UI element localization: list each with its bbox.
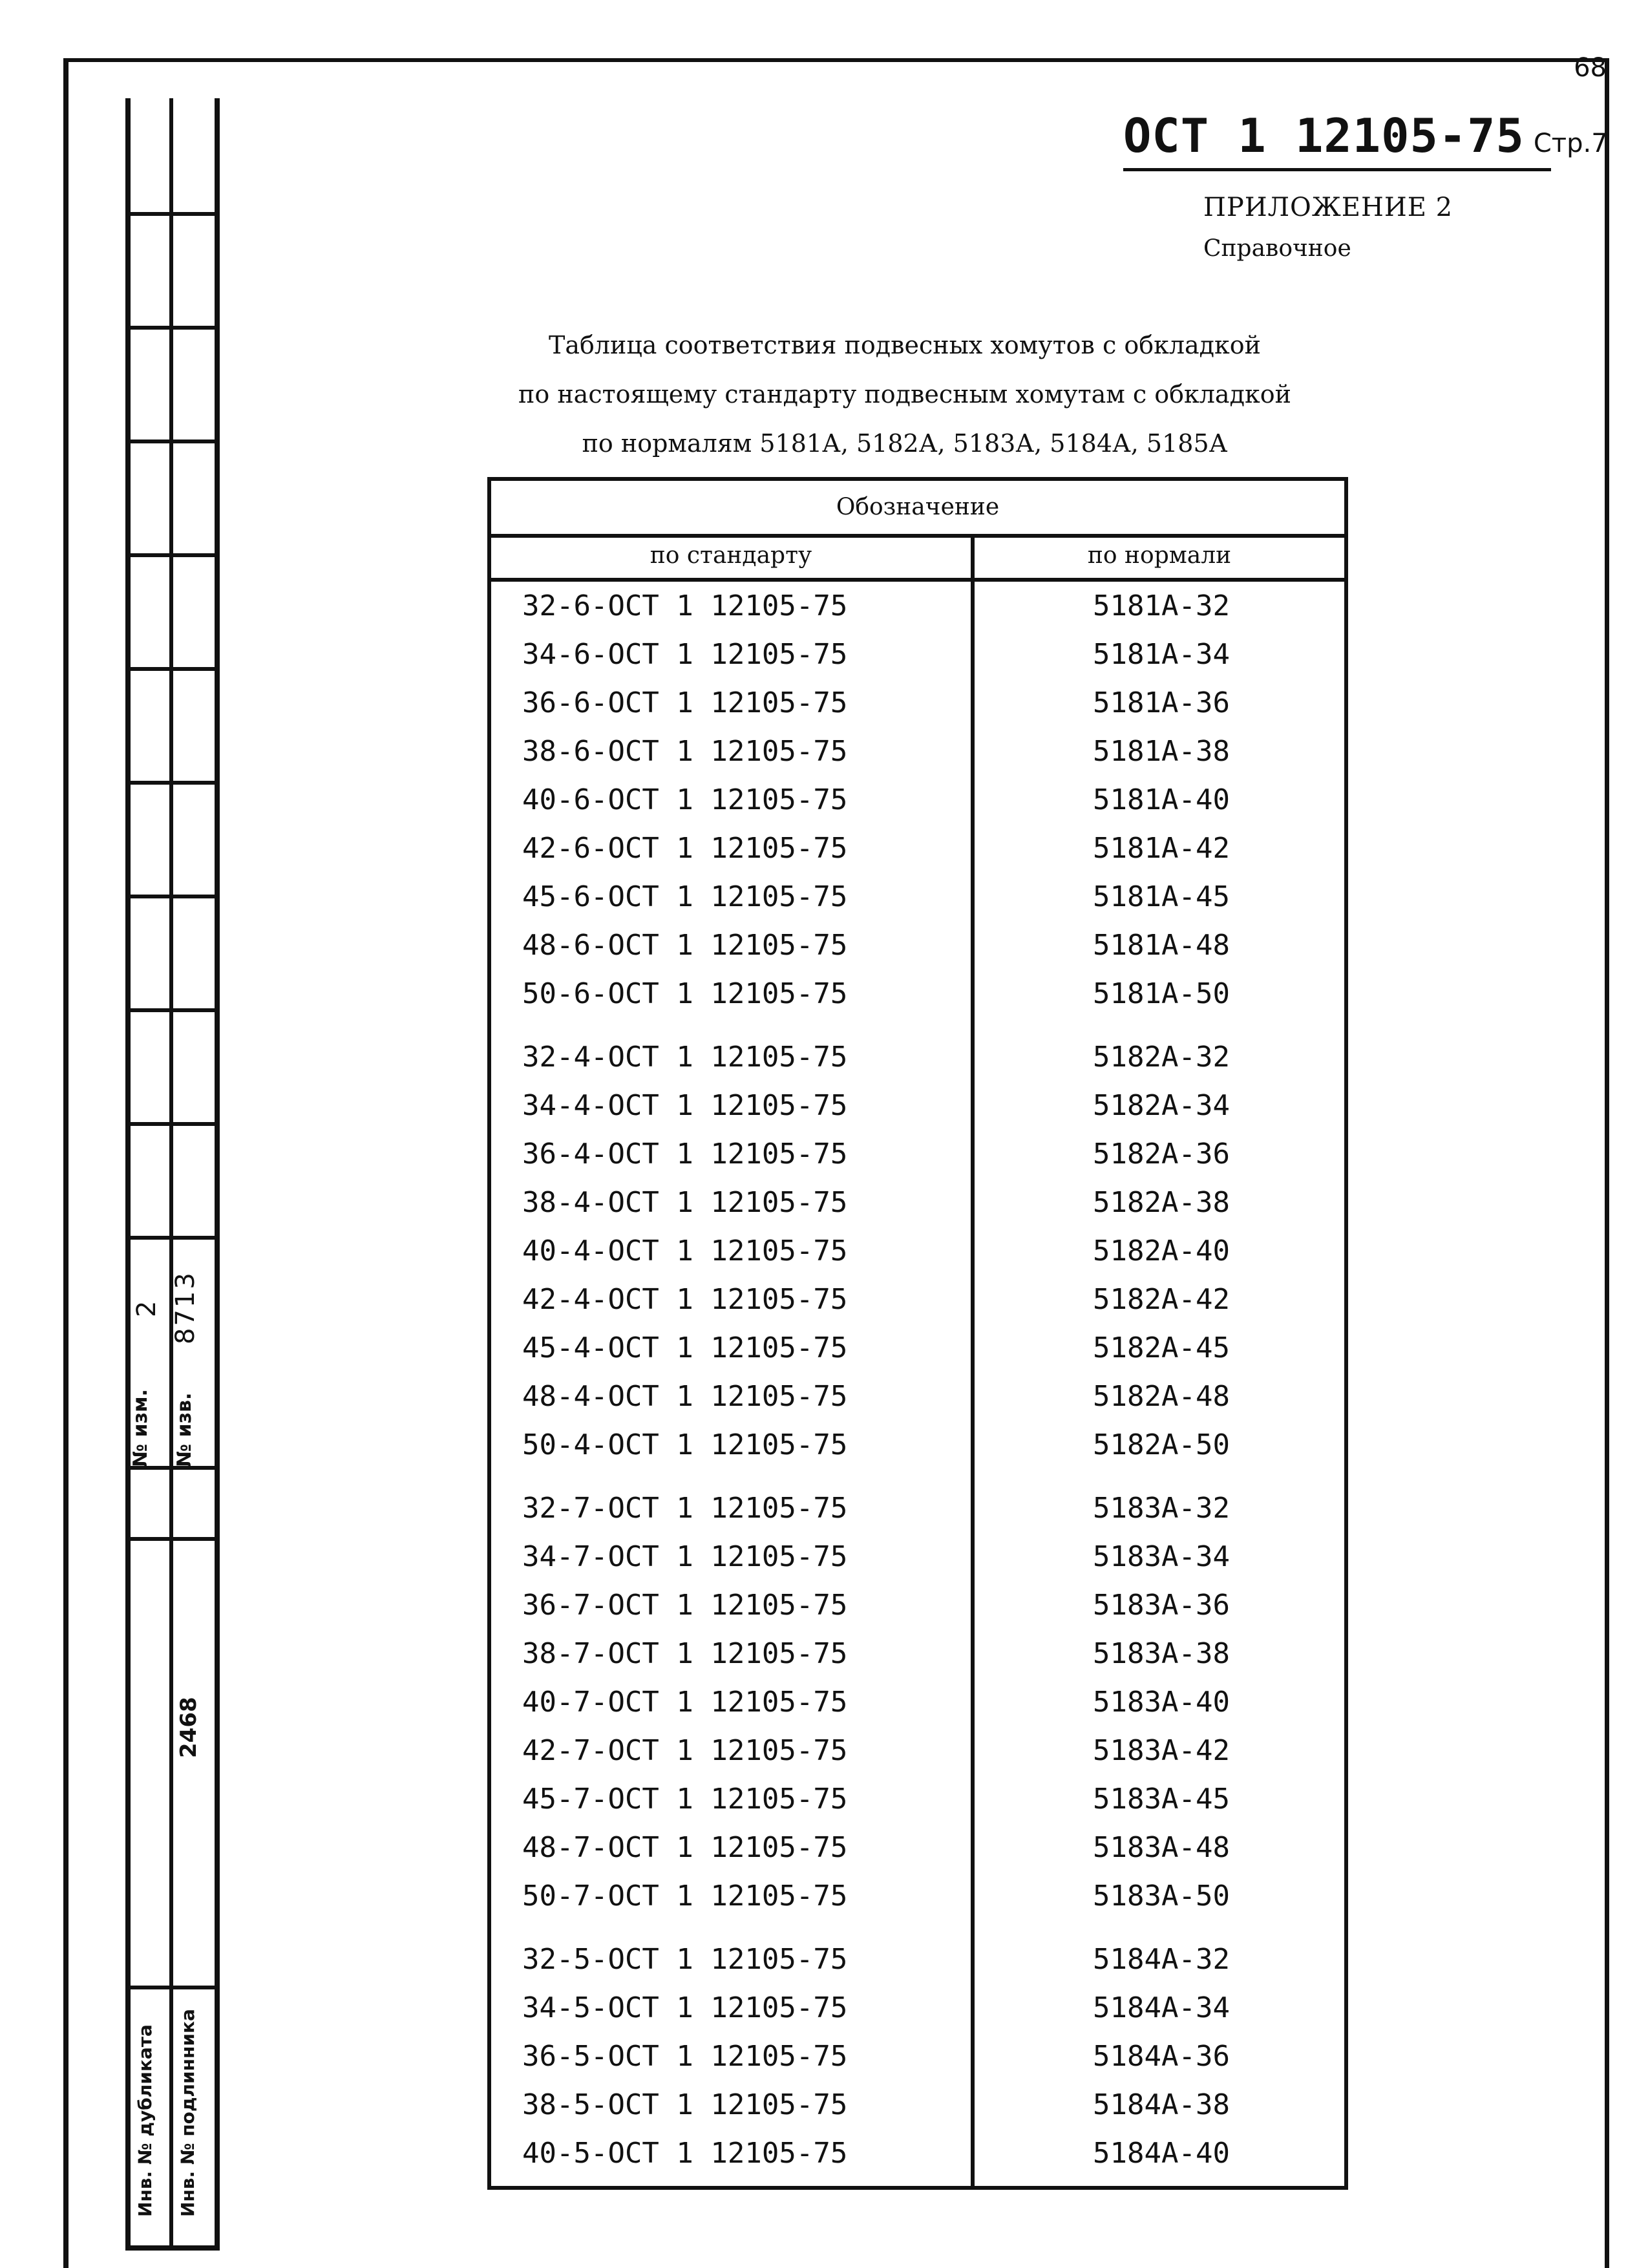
- table-row: [491, 1581, 1344, 1629]
- table-row: [491, 1532, 1344, 1581]
- stamp-change-label: № изм.: [129, 1389, 152, 1467]
- norm-designation: 5183А-34: [1093, 1540, 1230, 1573]
- stamp-cell-line: [131, 1986, 215, 1989]
- stamp-cell-line: [131, 667, 215, 671]
- table-row: [491, 1324, 1344, 1372]
- standard-designation: 34-4-ОСТ 1 12105-75: [522, 1089, 848, 1122]
- norm-designation: 5182А-38: [1093, 1186, 1230, 1219]
- norm-designation: 5183А-38: [1093, 1637, 1230, 1670]
- stamp-cell-line: [131, 1122, 215, 1126]
- column-header-norm: по нормали: [975, 534, 1344, 582]
- table-row: [491, 1775, 1344, 1823]
- norm-designation: 5182А-40: [1093, 1235, 1230, 1267]
- table-row: [491, 1629, 1344, 1678]
- table-row: [491, 1372, 1344, 1421]
- standard-designation: 38-6-ОСТ 1 12105-75: [522, 735, 848, 768]
- norm-designation: 5182А-42: [1093, 1283, 1230, 1316]
- standard-designation: 42-4-ОСТ 1 12105-75: [522, 1283, 848, 1316]
- table-row: [491, 1726, 1344, 1775]
- norm-designation: 5184А-34: [1093, 1991, 1230, 2024]
- document-code-text: ОСТ 1 12105-75: [1123, 109, 1525, 163]
- table-row: [491, 1872, 1344, 1920]
- stamp-cell-line: [131, 895, 215, 898]
- stamp-columns: [125, 98, 220, 2251]
- norm-designation: 5183А-48: [1093, 1831, 1230, 1864]
- table-row: [491, 1421, 1344, 1469]
- norm-designation: 5183А-42: [1093, 1734, 1230, 1767]
- norm-designation: 5181А-45: [1093, 880, 1230, 913]
- norm-designation: 5181А-40: [1093, 783, 1230, 816]
- table-title-line-2: по настоящему стандарту подвесным хомутам с обкладкой: [518, 380, 1291, 408]
- standard-designation: 36-5-ОСТ 1 12105-75: [522, 2040, 848, 2073]
- norm-designation: 5184А-36: [1093, 2040, 1230, 2073]
- stamp-notice-label: № изв.: [173, 1392, 196, 1467]
- table-row: [491, 727, 1344, 776]
- page-label: Стр.7: [1533, 129, 1608, 158]
- table-header-designation: Обозначение: [491, 481, 1344, 538]
- standard-designation: 34-7-ОСТ 1 12105-75: [522, 1540, 848, 1573]
- stamp-notice-value: 8713: [171, 1271, 200, 1344]
- stamp-cell-line: [131, 1537, 215, 1541]
- appendix-type: Справочное: [1203, 235, 1351, 262]
- stamp-cell-line: [131, 440, 215, 443]
- table-row: [491, 1033, 1344, 1081]
- standard-designation: 34-5-ОСТ 1 12105-75: [522, 1991, 848, 2024]
- norm-designation: 5183А-36: [1093, 1589, 1230, 1622]
- table-row: [491, 824, 1344, 873]
- standard-designation: 45-4-ОСТ 1 12105-75: [522, 1331, 848, 1364]
- page-number: 68: [1574, 53, 1607, 83]
- table-row: [491, 1178, 1344, 1227]
- norm-designation: 5182А-48: [1093, 1380, 1230, 1413]
- table-row: [491, 1678, 1344, 1726]
- table-row: [491, 630, 1344, 679]
- standard-designation: 50-4-ОСТ 1 12105-75: [522, 1428, 848, 1461]
- standard-designation: 48-4-ОСТ 1 12105-75: [522, 1380, 848, 1413]
- table-row: [491, 2032, 1344, 2081]
- table-row: [491, 582, 1344, 630]
- standard-designation: 32-4-ОСТ 1 12105-75: [522, 1041, 848, 1074]
- norm-designation: 5181А-36: [1093, 686, 1230, 719]
- norm-designation: 5181А-48: [1093, 929, 1230, 962]
- stamp-cell-line: [131, 553, 215, 557]
- stamp-column-divider: [169, 98, 173, 2245]
- table-row: [491, 1081, 1344, 1130]
- norm-designation: 5181А-42: [1093, 832, 1230, 865]
- standard-designation: 42-6-ОСТ 1 12105-75: [522, 832, 848, 865]
- table-row: [491, 1227, 1344, 1275]
- standard-designation: 32-5-ОСТ 1 12105-75: [522, 1943, 848, 1976]
- standard-designation: 36-6-ОСТ 1 12105-75: [522, 686, 848, 719]
- norm-designation: 5181А-50: [1093, 977, 1230, 1010]
- table-row: [491, 970, 1344, 1018]
- standard-designation: 38-5-ОСТ 1 12105-75: [522, 2088, 848, 2121]
- table-row: [491, 2129, 1344, 2178]
- norm-designation: 5183А-40: [1093, 1686, 1230, 1719]
- table-row: [491, 679, 1344, 727]
- table-row: [491, 1484, 1344, 1532]
- norm-designation: 5182А-32: [1093, 1041, 1230, 1074]
- norm-designation: 5183А-45: [1093, 1783, 1230, 1816]
- document-code: [1123, 109, 1608, 171]
- stamp-cell-line: [131, 1008, 215, 1012]
- table-row: [491, 776, 1344, 824]
- table-title-line-1: Таблица соответствия подвесных хомутов с обкладкой: [548, 331, 1262, 359]
- stamp-duplicate-label: Инв. № дубликата: [134, 2024, 156, 2217]
- standard-designation: 42-7-ОСТ 1 12105-75: [522, 1734, 848, 1767]
- stamp-change-value: 2: [132, 1300, 162, 1317]
- norm-designation: 5181А-34: [1093, 638, 1230, 671]
- norm-designation: 5184А-40: [1093, 2137, 1230, 2170]
- norm-designation: 5182А-34: [1093, 1089, 1230, 1122]
- norm-designation: 5182А-36: [1093, 1138, 1230, 1171]
- table-row: [491, 1984, 1344, 2032]
- norm-designation: 5182А-45: [1093, 1331, 1230, 1364]
- norm-designation: 5184А-38: [1093, 2088, 1230, 2121]
- table-row: [491, 1935, 1344, 1984]
- table-row: [491, 921, 1344, 970]
- norm-designation: 5181А-38: [1093, 735, 1230, 768]
- correspondence-table: [487, 477, 1348, 2190]
- standard-designation: 45-6-ОСТ 1 12105-75: [522, 880, 848, 913]
- standard-designation: 40-6-ОСТ 1 12105-75: [522, 783, 848, 816]
- standard-designation: 32-7-ОСТ 1 12105-75: [522, 1492, 848, 1525]
- standard-designation: 38-4-ОСТ 1 12105-75: [522, 1186, 848, 1219]
- table-row: [491, 1823, 1344, 1872]
- standard-designation: 40-7-ОСТ 1 12105-75: [522, 1686, 848, 1719]
- table-row: [491, 873, 1344, 921]
- norm-designation: 5184А-32: [1093, 1943, 1230, 1976]
- stamp-original-label: Инв. № подлинника: [177, 2009, 198, 2217]
- standard-designation: 50-6-ОСТ 1 12105-75: [522, 977, 848, 1010]
- stamp-cell-line: [131, 1236, 215, 1240]
- table-row: [491, 1275, 1344, 1324]
- norm-designation: 5183А-32: [1093, 1492, 1230, 1525]
- standard-designation: 40-4-ОСТ 1 12105-75: [522, 1235, 848, 1267]
- stamp-cell-line: [131, 326, 215, 330]
- standard-designation: 34-6-ОСТ 1 12105-75: [522, 638, 848, 671]
- table-title-line-3: по нормалям 5181А, 5182А, 5183А, 5184А, 5185А: [582, 429, 1228, 458]
- standard-designation: 48-6-ОСТ 1 12105-75: [522, 929, 848, 962]
- standard-designation: 36-4-ОСТ 1 12105-75: [522, 1138, 848, 1171]
- appendix-label: ПРИЛОЖЕНИЕ 2: [1203, 193, 1453, 222]
- stamp-cell-line: [131, 781, 215, 785]
- norm-designation: 5183А-50: [1093, 1880, 1230, 1913]
- standard-designation: 50-7-ОСТ 1 12105-75: [522, 1880, 848, 1913]
- norm-designation: 5182А-50: [1093, 1428, 1230, 1461]
- stamp-cell-line: [131, 212, 215, 216]
- column-header-standard: по стандарту: [491, 534, 971, 582]
- standard-designation: 38-7-ОСТ 1 12105-75: [522, 1637, 848, 1670]
- table-row: [491, 2081, 1344, 2129]
- stamp-original-value: 2468: [176, 1697, 202, 1758]
- norm-designation: 5181А-32: [1093, 589, 1230, 622]
- standard-designation: 45-7-ОСТ 1 12105-75: [522, 1783, 848, 1816]
- standard-designation: 36-7-ОСТ 1 12105-75: [522, 1589, 848, 1622]
- table-row: [491, 1130, 1344, 1178]
- standard-designation: 48-7-ОСТ 1 12105-75: [522, 1831, 848, 1864]
- standard-designation: 40-5-ОСТ 1 12105-75: [522, 2137, 848, 2170]
- standard-designation: 32-6-ОСТ 1 12105-75: [522, 589, 848, 622]
